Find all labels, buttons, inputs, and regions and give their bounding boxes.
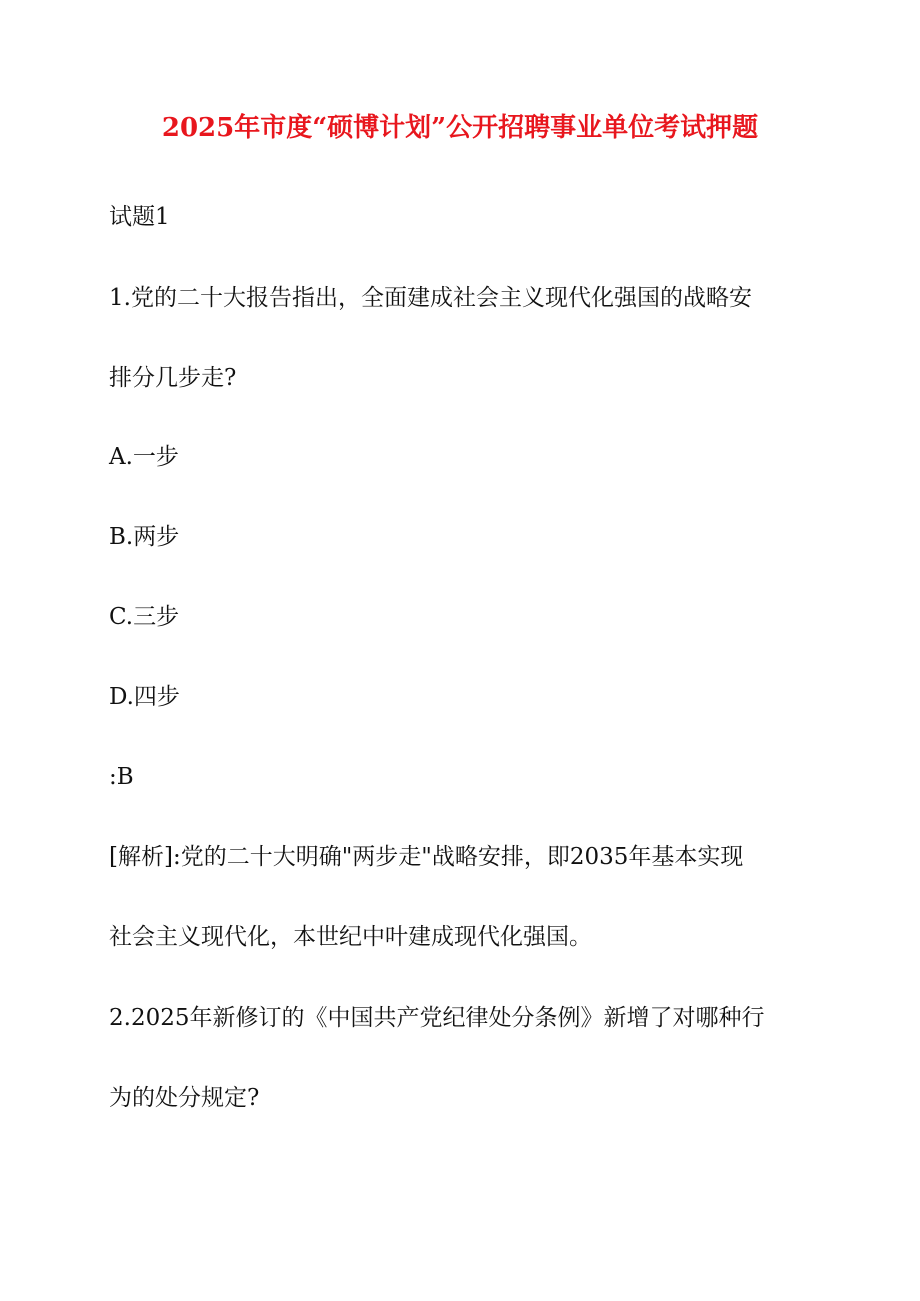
- question-1-analysis-line-1: [解析]:党的二十大明确"两步走"战略安排，即2035年基本实现: [109, 844, 744, 870]
- question-1-stem-line-1: 1.党的二十大报告指出，全面建成社会主义现代化强国的战略安: [109, 285, 752, 311]
- question-2-stem-line-1: 2.2025年新修订的《中国共产党纪律处分条例》新增了对哪种行: [109, 1005, 765, 1031]
- section-label: 试题1: [109, 204, 170, 230]
- question-2-stem-line-2: 为的处分规定?: [109, 1085, 260, 1111]
- question-1-answer: :B: [109, 764, 134, 790]
- question-1-option-b: B.两步: [109, 524, 180, 550]
- question-1-analysis-line-2: 社会主义现代化，本世纪中叶建成现代化强国。: [109, 924, 592, 950]
- question-1-option-c: C.三步: [109, 604, 180, 630]
- question-1-stem-line-2: 排分几步走?: [109, 365, 237, 391]
- question-1-option-a: A.一步: [109, 444, 179, 470]
- document-title: 2025年市度“硕博计划”公开招聘事业单位考试押题: [161, 113, 759, 143]
- question-1-option-d: D.四步: [109, 684, 180, 710]
